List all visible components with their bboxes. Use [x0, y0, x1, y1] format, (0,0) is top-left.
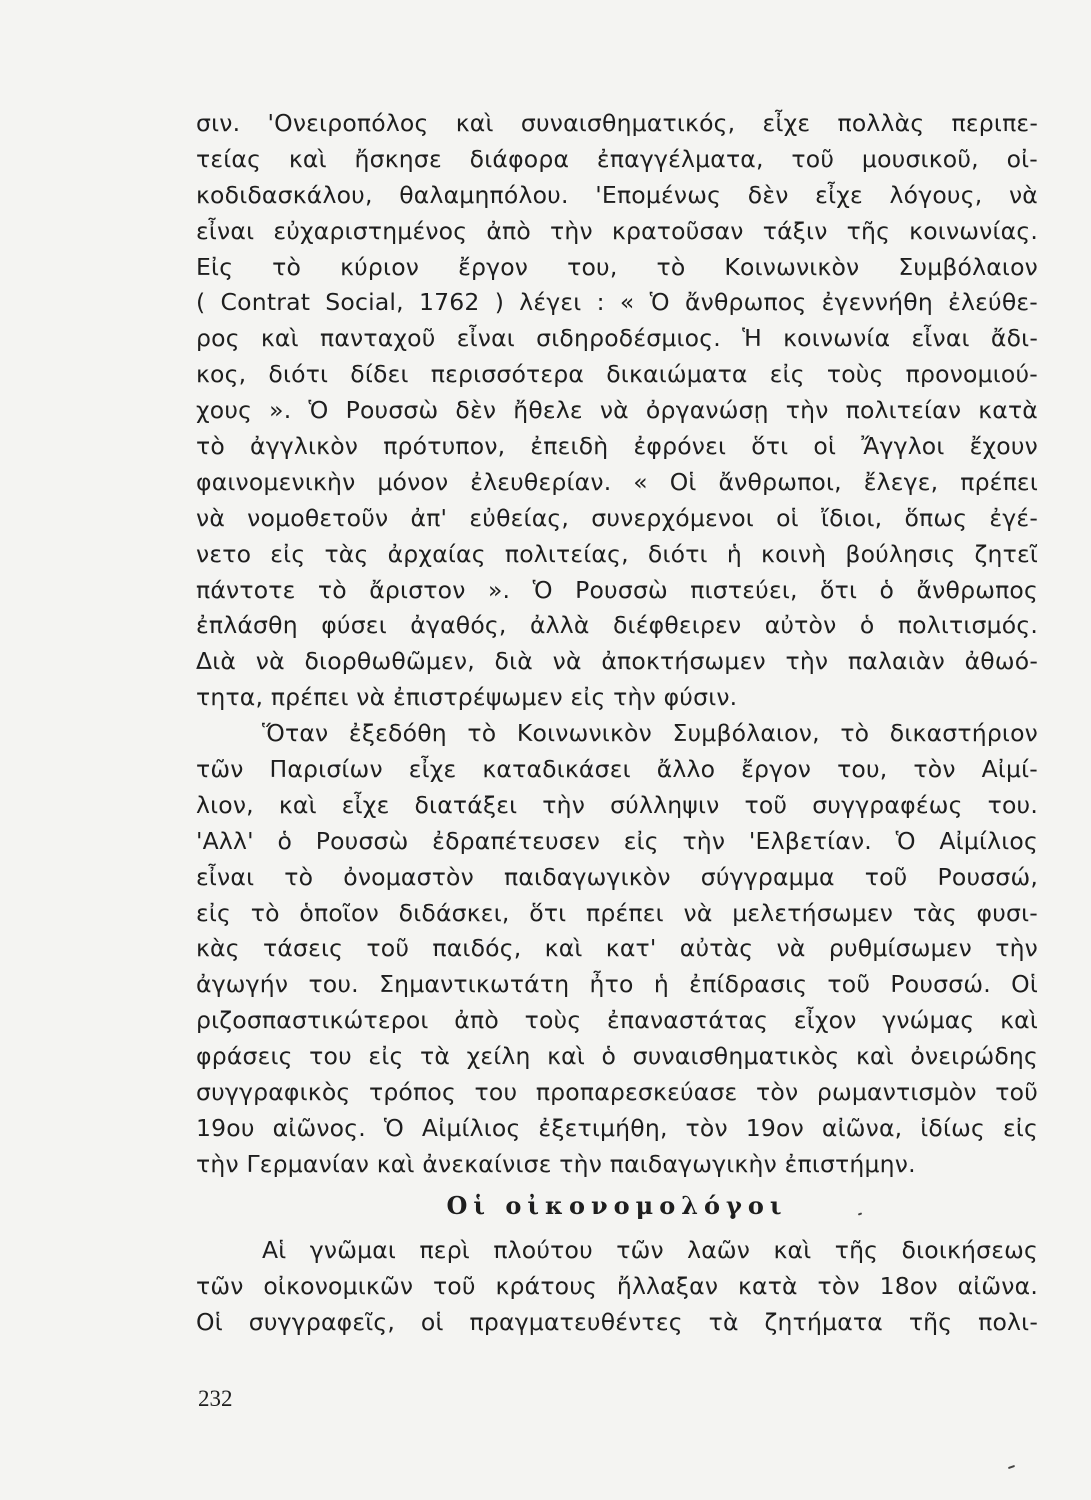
text-line: ἀγωγήν του. Σημαντικωτάτη ἦτο ἡ ἐπίδρασις τοῦ Ρουσσώ. Οἱ: [196, 970, 1038, 999]
text-line: εἰς τὸ ὁποῖον διδάσκει, ὅτι πρέπει νὰ μελετήσωμεν τὰς φυσι-: [196, 898, 1038, 927]
text-line: κὰς τάσεις τοῦ παιδός, καὶ κατ' αὐτὰς νὰ ρυθμίσωμεν τὴν: [196, 934, 1038, 963]
text-line: τῶν οἰκονομικῶν τοῦ κράτους ἤλλαξαν κατὰ τὸν 18ον αἰῶνα.: [196, 1271, 1038, 1300]
text-line: τὸ ἀγγλικὸν πρότυπον, ἐπειδὴ ἐφρόνει ὅτι οἱ Ἄγγλοι ἔχουν: [196, 432, 1038, 461]
text-line: τείας καὶ ἤσκησε διάφορα ἐπαγγέλματα, τοῦ μουσικοῦ, οἰ-: [196, 144, 1038, 173]
text-line: εἶναι τὸ ὀνομαστὸν παιδαγωγικὸν σύγγραμμα τοῦ Ρουσσώ,: [196, 862, 1038, 891]
paragraph-first-line: Ὅταν ἐξεδόθη τὸ Κοινωνικὸν Συμβόλαιον, τὸ δικαστήριον: [262, 719, 1038, 748]
text-line: φράσεις του εἰς τὰ χείλη καὶ ὁ συναισθηματικὸς καὶ ὀνειρώδης: [196, 1042, 1038, 1071]
text-line: σιν. 'Ονειροπόλος καὶ συναισθηματικός, εἶχε πολλὰς περιπε-: [196, 109, 1038, 137]
print-speck: [1008, 1465, 1015, 1469]
text-line: νὰ νομοθετοῦν ἀπ' εὐθείας, συνερχόμενοι οἱ ἴδιοι, ὅπως ἐγέ-: [196, 503, 1038, 532]
text-line: λιον, καὶ εἶχε διατάξει τὴν σύλληψιν τοῦ συγγραφέως του.: [196, 790, 1038, 819]
text-line: κοδιδασκάλου, θαλαμηπόλου. 'Επομένως δὲν εἶχε λόγους, νὰ: [196, 180, 1038, 209]
text-line: Εἰς τὸ κύριον ἔργον του, τὸ Κοινωνικὸν Συμβόλαιον: [196, 252, 1038, 281]
text-line: νετο εἰς τὰς ἀρχαίας πολιτείας, διότι ἡ κοινὴ βούλησις ζητεῖ: [196, 539, 1038, 568]
text-line: φαινομενικὴν μόνον ἐλευθερίαν. « Οἱ ἄνθρωποι, ἔλεγε, πρέπει: [196, 467, 1038, 496]
text-line: Οἱ συγγραφεῖς, οἱ πραγματευθέντες τὰ ζητήματα τῆς πολι-: [196, 1307, 1038, 1336]
text-line: ρος καὶ πανταχοῦ εἶναι σιδηροδέσμιος. Ἡ κοινωνία εἶναι ἄδι-: [196, 324, 1038, 353]
paragraph-first-line: Αἱ γνῶμαι περὶ πλούτου τῶν λαῶν καὶ τῆς διοικήσεως: [262, 1236, 1038, 1264]
text-line: πάντοτε τὸ ἄριστον ». Ὁ Ρουσσὼ πιστεύει, ὅτι ὁ ἄνθρωπος: [196, 575, 1038, 604]
page-number: 232: [198, 1386, 233, 1411]
text-line: τὴν Γερμανίαν καὶ ἀνεκαίνισε τὴν παιδαγωγικὴν ἐπιστήμην.: [196, 1149, 916, 1178]
text-line: Διὰ νὰ διορθωθῶμεν, διὰ νὰ ἀποκτήσωμεν τὴν παλαιὰν ἀθωό-: [196, 647, 1038, 676]
text-line: εἶναι εὐχαριστημένος ἀπὸ τὴν κρατοῦσαν τάξιν τῆς κοινωνίας.: [196, 216, 1038, 245]
text-line: ἐπλάσθη φύσει ἀγαθός, ἀλλὰ διέφθειρεν αὐτὸν ὁ πολιτισμός.: [196, 611, 1038, 640]
text-line: κος, διότι δίδει περισσότερα δικαιώματα εἰς τοὺς προνομιού-: [196, 360, 1038, 389]
text-line: 19ου αἰῶνος. Ὁ Αἰμίλιος ἐξετιμήθη, τὸν 19ον αἰῶνα, ἰδίως εἰς: [196, 1113, 1038, 1142]
text-line: 'Αλλ' ὁ Ρουσσὼ ἐδραπέτευσεν εἰς τὴν 'Ελβετίαν. Ὁ Αἰμίλιος: [196, 826, 1038, 855]
text-line: τῶν Παρισίων εἶχε καταδικάσει ἄλλο ἔργον του, τὸν Αἰμί-: [196, 755, 1038, 784]
text-line: ριζοσπαστικώτεροι ἀπὸ τοὺς ἐπαναστάτας εἶχον γνώμας καὶ: [196, 1006, 1038, 1035]
text-line: τητα, πρέπει νὰ ἐπιστρέψωμεν εἰς τὴν φύσιν.: [196, 683, 738, 712]
section-heading: Οἱ οἰκονομολόγοι: [446, 1191, 788, 1220]
text-line: ( Contrat Social, 1762 ) λέγει : « Ὁ ἄνθρωπος ἐγεννήθη ἐλεύθε-: [196, 288, 1038, 317]
body-text-lower: [196, 1233, 1038, 1341]
text-line: συγγραφικὸς τρόπος του προπαρεσκεύασε τὸν ρωμαντισμὸν τοῦ: [196, 1078, 1038, 1107]
text-line: χους ». Ὁ Ρουσσὼ δὲν ἤθελε νὰ ὀργανώσῃ τὴν πολιτείαν κατὰ: [196, 396, 1038, 425]
body-text-upper: [196, 106, 1038, 1183]
